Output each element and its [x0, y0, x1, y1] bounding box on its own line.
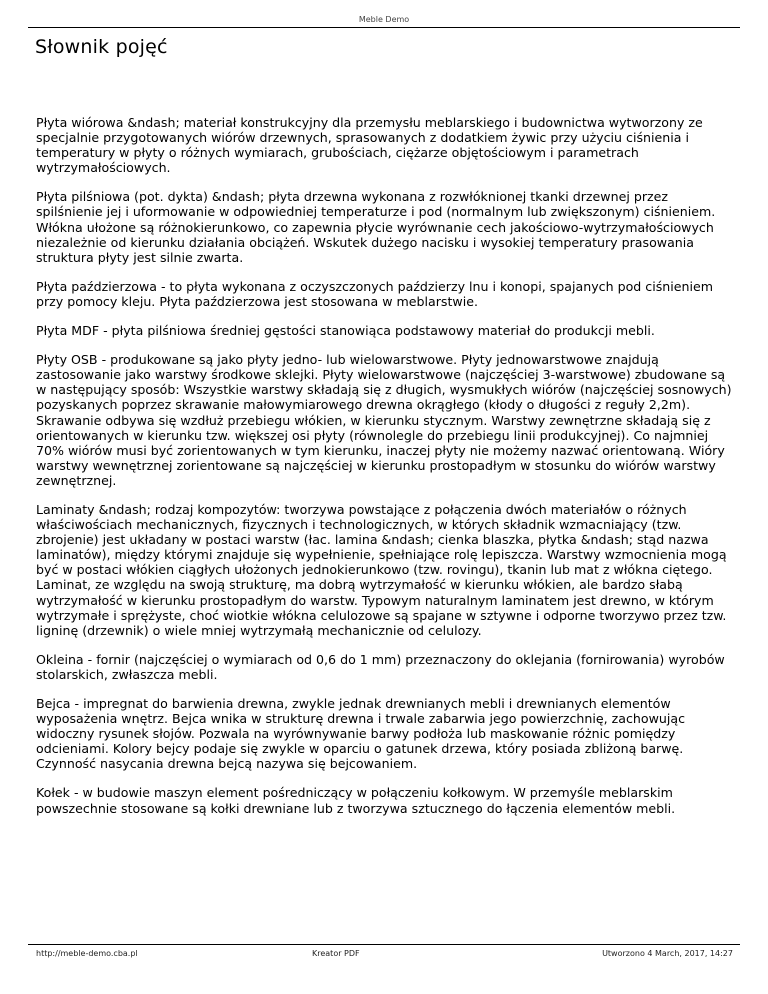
glossary-entry-plyta-pilsniowa: Płyta pilśniowa (pot. dykta) &ndash; płyta drzewna wykonana z rozwłóknionej tkanki drzewnej przez spilśnienie jej i uformowanie w odpowiedniej temperaturze i pod (normalnym lub zwiększonym) ciśnieniem. Włókna ułożone są różnokierunkowo, co zapewnia płycie wyrównanie cech jakościowo-wytrzymałościowych niezależnie od kierunku działania obciążeń. Wskutek dużego nacisku i wysokiej temperatury prasowania struktura płyty jest silnie zwarta. — [36, 189, 716, 265]
site-header-label: Meble Demo — [358, 15, 410, 24]
page-title: Słownik pojęć — [35, 36, 168, 58]
footer-site-url: http://meble-demo.cba.pl — [36, 949, 138, 958]
glossary-entry-laminaty: Laminaty &ndash; rodzaj kompozytów: tworzywa powstające z połączenia dwóch materiałów o różnych właściwościach mechanicznych, fizycznych i technologicznych, w których składnik wzmacniający (tzw. zbrojenie) jest układany w postaci warstw (łac. lamina &ndash; cienka blaszka, płytka &ndash; stąd nazwa laminatów), między którymi znajduje się wypełnienie, spełniające rolę lepiszcza. Warstwy wzmocnienia mogą być w postaci włókien ciągłych ułożonych jednokierunkowo (tzw. rovingu), tkanin lub mat z włókna ciętego. Laminat, ze względu na swoją strukturę, ma dobrą wytrzymałość w kierunku włókien, ale bardzo słabą wytrzymałość w kierunku prostopadłym do warstw. Typowym naturalnym laminatem jest drewno, w którym wytrzymałe i sprężyste, choć wiotkie włókna celulozowe są spajane w sztywne i odporne tworzywo przez tzw. ligninę (drzewnik) o wiele mniej wytrzymałą mechanicznie od celulozy. — [36, 501, 727, 638]
header-divider — [28, 27, 740, 28]
glossary-entry-okleina: Okleina - fornir (najczęściej o wymiarach od 0,6 do 1 mm) przeznaczony do oklejania (fornirowania) wyrobów stolarskich, zwłaszcza mebli. — [36, 651, 725, 682]
footer-created-date: Utworzono 4 March, 2017, 14:27 — [602, 949, 733, 958]
glossary-content — [36, 115, 736, 830]
glossary-entry-plyta-mdf: Płyta MDF - płyta pilśniowa średniej gęstości stanowiąca podstawowy materiał do produkcji mebli. — [36, 323, 655, 339]
glossary-entry-plyty-osb: Płyty OSB - produkowane są jako płyty jedno- lub wielowarstwowe. Płyty jednowarstwowe znajdują zastosowanie jako warstwy środkowe sklejki. Płyty wielowarstwowe (najczęściej 3-warstwowe) zbudowane są w następujący sposób: Wszystkie warstwy składają się z długich, wysmukłych wiórów (najczęściej sosnowych) pozyskanych poprzez skrawanie małowymiarowego drewna okrągłego (kłody o długości z reguły 2,2m). Skrawanie odbywa się wzdłuż przebiegu włókien, w kierunku stycznym. Warstwy zewnętrzne składają się z orientowanych w kierunku tzw. większej osi płyty (równolegle do przebiegu linii produkcyjnej). Co najmniej 70% wiórów musi być zorientowanych w tym kierunku, inaczej płyty nie możemy nazwać orientowaną. Wióry warstwy wewnętrznej zorientowane są najczęściej w kierunku prostopadłym w stosunku do wiórów warstwy zewnętrznej. — [36, 352, 732, 488]
glossary-entry-plyta-pazdzierzowa: Płyta paździerzowa - to płyta wykonana z oczyszczonych paździerzy lnu i konopi, spajanych pod ciśnieniem przy pomocy kleju. Płyta paździerzowa jest stosowana w meblarstwie. — [36, 278, 713, 309]
glossary-entry-bejca: Bejca - impregnat do barwienia drewna, zwykle jednak drewnianych mebli i drewnianych elementów wyposażenia wnętrz. Bejca wnika w strukturę drewna i trwale zabarwia jego powierzchnię, zachowując widoczny rysunek słojów. Pozwala na wyrównywanie barwy podłoża lub maskowanie różnic pomiędzy odcieniami. Kolory bejcy podaje się zwykle w oparciu o gatunek drzewa, który posiada zbliżoną barwę. Czynność nasycania drewna bejcą nazywa się bejcowaniem. — [36, 696, 686, 772]
glossary-entry-kolek: Kołek - w budowie maszyn element pośredniczący w połączeniu kołkowym. W przemyśle meblarskim powszechnie stosowane są kołki drewniane lub z tworzywa sztucznego do łączenia elementów mebli. — [36, 785, 676, 816]
footer-generator: Kreator PDF — [312, 949, 360, 958]
glossary-entry-plyta-wiorowa: Płyta wiórowa &ndash; materiał konstrukcyjny dla przemysłu meblarskiego i budownictwa wytworzony ze specjalnie przygotowanych wiórów drzewnych, sprasowanych z dodatkiem żywic przy użyciu ciśnienia i temperatury w płyty o różnych wymiarach, grubościach, ciężarze objętościowym i parametrach wytrzymałościowych. — [36, 115, 703, 176]
footer-divider — [28, 944, 740, 945]
